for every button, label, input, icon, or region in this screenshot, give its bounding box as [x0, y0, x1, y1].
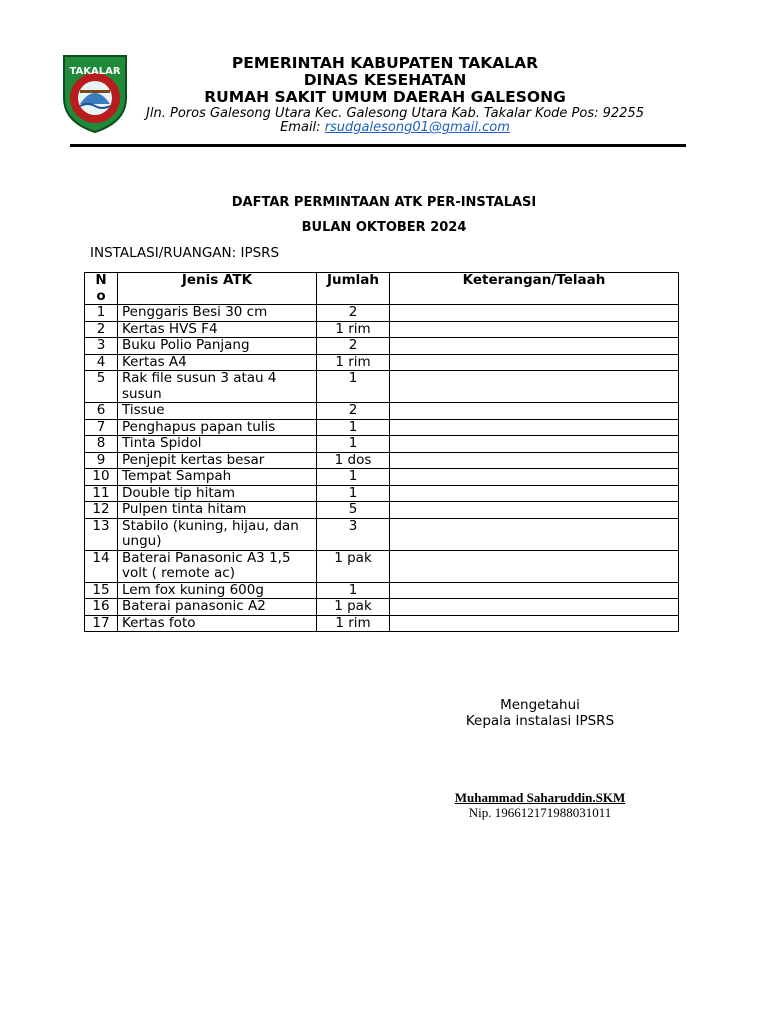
cell-jenis: Double tip hitam: [118, 485, 317, 502]
header-divider: [70, 144, 686, 147]
cell-keterangan: [390, 452, 679, 469]
cell-no: 15: [85, 582, 118, 599]
cell-keterangan: [390, 436, 679, 453]
cell-no: 2: [85, 321, 118, 338]
cell-jenis: Tempat Sampah: [118, 469, 317, 486]
cell-keterangan: [390, 582, 679, 599]
cell-jenis: Rak file susun 3 atau 4 susun: [118, 371, 317, 403]
cell-jenis: Kertas A4: [118, 354, 317, 371]
doc-title: DAFTAR PERMINTAAN ATK PER-INSTALASI: [231, 195, 537, 210]
cell-jumlah: 1: [317, 436, 390, 453]
cell-no: 17: [85, 615, 118, 632]
cell-jenis: Baterai Panasonic A3 1,5 volt ( remote ac): [118, 550, 317, 582]
cell-jenis: Penggaris Besi 30 cm: [118, 305, 317, 322]
cell-keterangan: [390, 599, 679, 616]
cell-jumlah: 2: [317, 338, 390, 355]
cell-jumlah: 1 rim: [317, 321, 390, 338]
table-row: [85, 485, 679, 502]
cell-no: 7: [85, 419, 118, 436]
cell-no: 6: [85, 403, 118, 420]
sig-name: Muhammad Saharuddin.SKM: [454, 790, 626, 805]
cell-no: 16: [85, 599, 118, 616]
table-header-row: [85, 273, 679, 305]
svg-text:TAKALAR: TAKALAR: [69, 66, 121, 77]
cell-no: 13: [85, 518, 118, 550]
letterhead-line2: DINAS KESEHATAN: [303, 71, 467, 89]
cell-no: 1: [85, 305, 118, 322]
email-line: [100, 120, 690, 135]
cell-no: 9: [85, 452, 118, 469]
col-keterangan: Keterangan/Telaah: [390, 273, 679, 305]
col-jenis: Jenis ATK: [118, 273, 317, 305]
table-row: [85, 419, 679, 436]
table-row: [85, 452, 679, 469]
doc-subtitle: BULAN OKTOBER 2024: [301, 220, 467, 235]
cell-jumlah: 1: [317, 371, 390, 403]
cell-keterangan: [390, 338, 679, 355]
cell-keterangan: [390, 485, 679, 502]
table-row: [85, 502, 679, 519]
cell-jenis: Pulpen tinta hitam: [118, 502, 317, 519]
cell-jumlah: 2: [317, 305, 390, 322]
table-row: [85, 599, 679, 616]
cell-keterangan: [390, 518, 679, 550]
cell-jenis: Lem fox kuning 600g: [118, 582, 317, 599]
cell-jumlah: 5: [317, 502, 390, 519]
letterhead-line1: PEMERINTAH KABUPATEN TAKALAR: [231, 54, 539, 72]
cell-jumlah: 1 rim: [317, 615, 390, 632]
table-row: [85, 615, 679, 632]
table-row: [85, 371, 679, 403]
cell-keterangan: [390, 615, 679, 632]
cell-jumlah: 2: [317, 403, 390, 420]
cell-keterangan: [390, 403, 679, 420]
cell-no: 3: [85, 338, 118, 355]
cell-no: 11: [85, 485, 118, 502]
cell-jenis: Baterai panasonic A2: [118, 599, 317, 616]
cell-keterangan: [390, 550, 679, 582]
cell-keterangan: [390, 354, 679, 371]
cell-jumlah: 1 pak: [317, 599, 390, 616]
cell-jenis: Tissue: [118, 403, 317, 420]
sig-nip: Nip. 196612171988031011: [468, 805, 612, 820]
cell-jenis: Kertas HVS F4: [118, 321, 317, 338]
atk-table: [84, 272, 679, 632]
cell-jumlah: 1 dos: [317, 452, 390, 469]
letterhead-line3: RUMAH SAKIT UMUM DAERAH GALESONG: [204, 88, 566, 106]
cell-jumlah: 1 pak: [317, 550, 390, 582]
cell-no: 14: [85, 550, 118, 582]
cell-no: 10: [85, 469, 118, 486]
cell-no: 12: [85, 502, 118, 519]
cell-jumlah: 1: [317, 485, 390, 502]
cell-no: 8: [85, 436, 118, 453]
table-row: [85, 469, 679, 486]
cell-jenis: Kertas foto: [118, 615, 317, 632]
cell-jumlah: 1 rim: [317, 354, 390, 371]
cell-jenis: Buku Polio Panjang: [118, 338, 317, 355]
table-row: [85, 518, 679, 550]
cell-no: 5: [85, 371, 118, 403]
sig-mengetahui: Mengetahui: [500, 697, 580, 713]
cell-keterangan: [390, 502, 679, 519]
cell-keterangan: [390, 321, 679, 338]
sig-position: Kepala instalasi IPSRS: [465, 713, 615, 729]
table-row: [85, 582, 679, 599]
cell-jumlah: 1: [317, 469, 390, 486]
col-no: N o: [85, 273, 118, 305]
cell-keterangan: [390, 305, 679, 322]
cell-jenis: Penjepit kertas besar: [118, 452, 317, 469]
instalasi-label: INSTALASI/RUANGAN: IPSRS: [90, 245, 280, 261]
table-row: [85, 550, 679, 582]
address: Jln. Poros Galesong Utara Kec. Galesong Utara Kab. Takalar Kode Pos: 92255: [146, 106, 644, 121]
table-row: [85, 354, 679, 371]
cell-jenis: Penghapus papan tulis: [118, 419, 317, 436]
email-label: Email:: [280, 120, 321, 135]
cell-jenis: Stabilo (kuning, hijau, dan ungu): [118, 518, 317, 550]
cell-jumlah: 1: [317, 419, 390, 436]
cell-keterangan: [390, 469, 679, 486]
table-row: [85, 321, 679, 338]
cell-no: 4: [85, 354, 118, 371]
table-row: [85, 305, 679, 322]
cell-jumlah: 3: [317, 518, 390, 550]
email-link[interactable]: rsudgalesong01@gmail.com: [324, 120, 510, 135]
cell-keterangan: [390, 371, 679, 403]
table-row: [85, 403, 679, 420]
cell-keterangan: [390, 419, 679, 436]
cell-jenis: Tinta Spidol: [118, 436, 317, 453]
table-row: [85, 338, 679, 355]
cell-jumlah: 1: [317, 582, 390, 599]
col-jumlah: Jumlah: [317, 273, 390, 305]
table-row: [85, 436, 679, 453]
